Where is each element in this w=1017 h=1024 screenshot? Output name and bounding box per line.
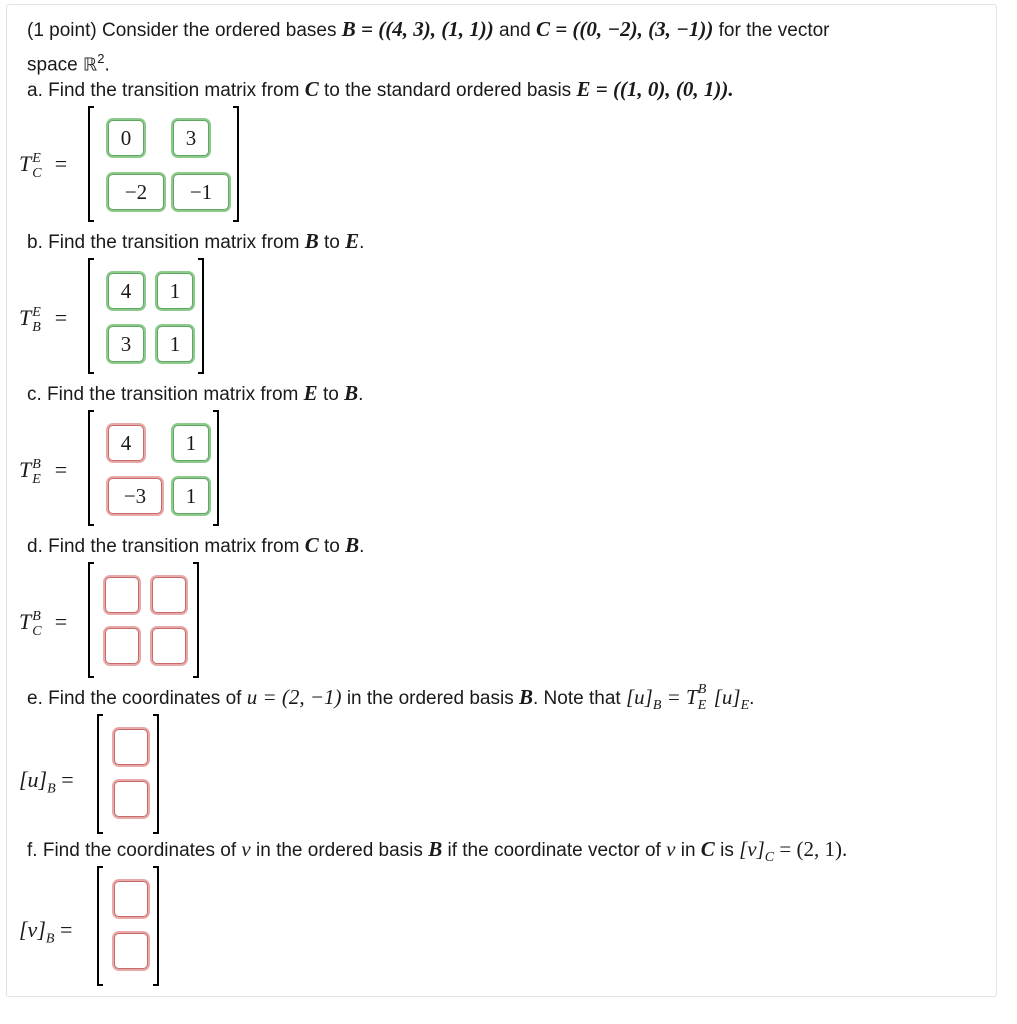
formula-u-B: [u] xyxy=(625,685,653,709)
part-a-right-bracket xyxy=(233,106,239,222)
part-f-cell-2[interactable] xyxy=(114,933,148,969)
part-a-cell-r1c2[interactable]: 3 xyxy=(173,120,209,156)
part-d-cell-r2c1[interactable] xyxy=(105,628,139,664)
part-b-right-bracket xyxy=(198,258,204,374)
part-a-cell-r2c1[interactable]: −2 xyxy=(108,174,164,210)
intro-line-1: (1 point) Consider the ordered bases B = ((4, 3), (1, 1)) and C = ((0, −2), (3, −1)) for the vector xyxy=(27,17,830,41)
part-d-cell-r1c2[interactable] xyxy=(152,577,186,613)
vector-u-definition: u = (2, −1) xyxy=(246,685,342,709)
part-a-cell-r1c1[interactable]: 0 xyxy=(108,120,144,156)
part-e-left-bracket xyxy=(97,714,103,834)
part-b-cell-r1c2[interactable]: 1 xyxy=(157,273,193,309)
part-f-prompt: f. Find the coordinates of v in the ordered basis B if the coordinate vector of v in C is $[v]_C = (2$, 1). xyxy=(27,837,848,865)
part-b-label: T E B = xyxy=(19,305,68,335)
part-d-left-bracket xyxy=(88,562,94,678)
part-d-prompt: d. Find the transition matrix from C to B. xyxy=(27,533,365,557)
problem-panel xyxy=(6,4,997,997)
part-b-left-bracket xyxy=(88,258,94,374)
part-a-left-bracket xyxy=(88,106,94,222)
intro-line-2: space ℝ$^2$. xyxy=(27,51,110,76)
basis-B-definition: B = ((4, 3), (1, 1)) xyxy=(341,17,494,41)
part-d-label: T B C = xyxy=(19,609,68,639)
part-f-label: $[v]_B$ = xyxy=(19,917,73,947)
part-e-prompt: e. Find the coordinates of u = (2, −1) in the ordered basis B. Note that $[u]_B = T$ B E $[u]_E$. xyxy=(27,682,755,713)
part-c-cell-r2c2[interactable]: 1 xyxy=(173,478,209,514)
part-a-prompt: a. Find the transition matrix from C to the standard ordered basis E = ((1, 0), (0, 1)). xyxy=(27,77,734,101)
part-e-cell-2[interactable] xyxy=(114,781,148,817)
part-b-cell-r2c1[interactable]: 3 xyxy=(108,326,144,362)
part-d-right-bracket xyxy=(193,562,199,678)
part-f-cell-1[interactable] xyxy=(114,881,148,917)
part-a-label: T E C = xyxy=(19,151,68,181)
coordinate-vector-v-C: [v] xyxy=(739,837,765,861)
basis-E-definition: E = ((1, 0), (0, 1)). xyxy=(576,77,734,101)
part-b-prompt: b. Find the transition matrix from B to E. xyxy=(27,229,365,253)
part-c-cell-r1c2[interactable]: 1 xyxy=(173,425,209,461)
part-f-right-bracket xyxy=(153,866,159,986)
part-c-right-bracket xyxy=(213,410,219,526)
part-f-left-bracket xyxy=(97,866,103,986)
basis-C-definition: C = ((0, −2), (3, −1)) xyxy=(535,17,714,41)
part-a-cell-r2c2[interactable]: −1 xyxy=(173,174,229,210)
part-e-right-bracket xyxy=(153,714,159,834)
part-b-cell-r2c2[interactable]: 1 xyxy=(157,326,193,362)
part-c-prompt: c. Find the transition matrix from E to B. xyxy=(27,381,364,405)
part-c-label: T B E = xyxy=(19,457,68,487)
part-e-cell-1[interactable] xyxy=(114,729,148,765)
part-c-cell-r1c1[interactable]: 4 xyxy=(108,425,144,461)
part-d-cell-r1c1[interactable] xyxy=(105,577,139,613)
part-d-cell-r2c2[interactable] xyxy=(152,628,186,664)
part-c-left-bracket xyxy=(88,410,94,526)
part-c-cell-r2c1[interactable]: −3 xyxy=(108,478,162,514)
real-space-symbol: ℝ xyxy=(82,54,98,76)
part-e-label: $[u]_B$ = xyxy=(19,767,74,797)
part-b-cell-r1c1[interactable]: 4 xyxy=(108,273,144,309)
